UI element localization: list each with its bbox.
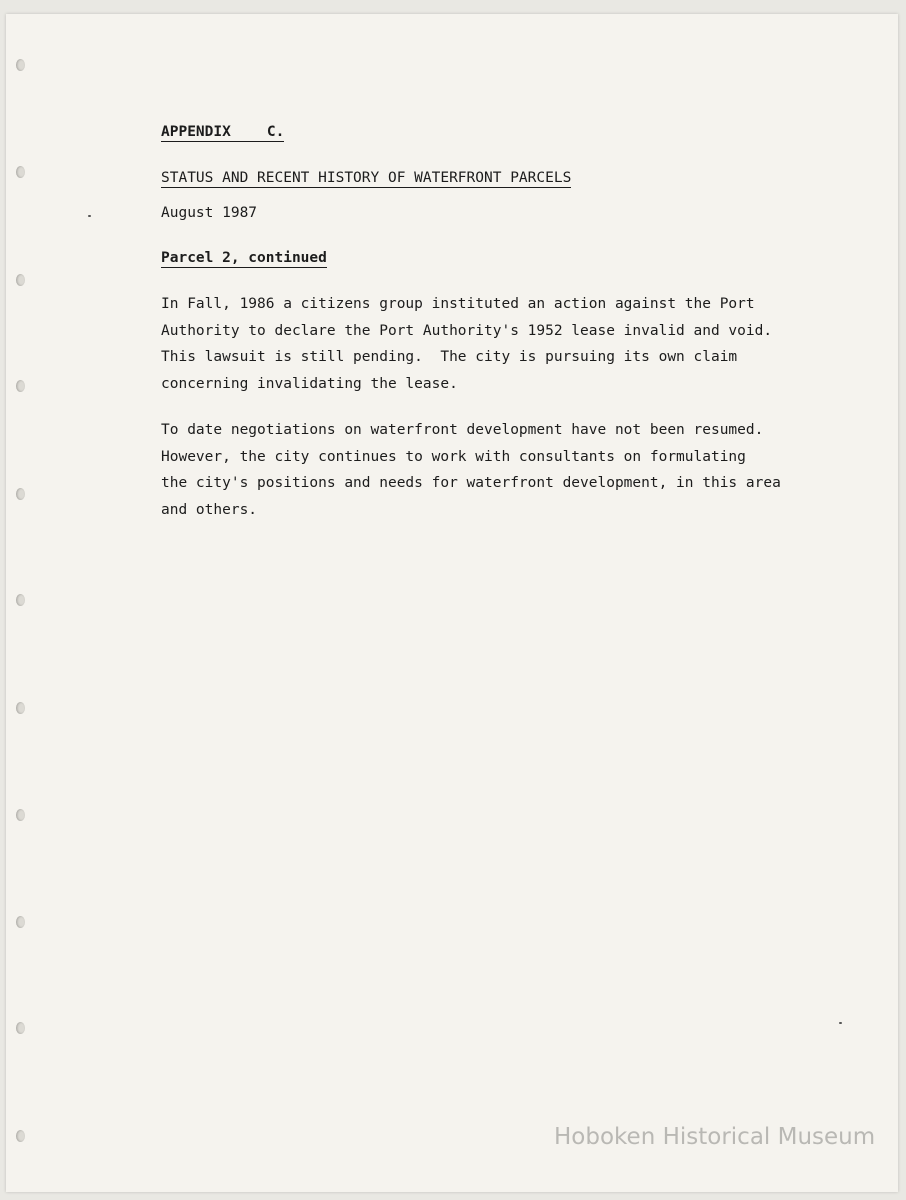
watermark: Hoboken Historical Museum	[554, 1124, 876, 1150]
binder-hole	[16, 809, 25, 821]
binder-hole	[16, 594, 25, 606]
paper-speck	[88, 215, 91, 217]
binder-hole	[16, 1130, 25, 1142]
binder-hole	[16, 380, 25, 392]
paragraph	[161, 417, 841, 523]
appendix-word: APPENDIX	[161, 124, 231, 140]
paragraph-line: Authority to declare the Port Authority's 1952 lease invalid and void.	[161, 322, 773, 339]
paragraph-line: and others.	[161, 501, 258, 518]
document-title: STATUS AND RECENT HISTORY OF WATERFRONT PARCELS	[161, 170, 572, 186]
paragraph-line: concerning invalidating the lease.	[161, 375, 458, 392]
paragraph-line: To date negotiations on waterfront development have not been resumed.	[161, 422, 764, 438]
binder-hole	[16, 59, 25, 71]
paragraph	[161, 291, 841, 397]
paragraph-line: In Fall, 1986 a citizens group instituted an action against the Port	[161, 296, 755, 312]
binder-hole	[16, 916, 25, 928]
section-heading: Parcel 2, continued	[161, 250, 327, 266]
paper-speck	[839, 1022, 842, 1024]
appendix-label	[161, 124, 284, 142]
binder-hole	[16, 488, 25, 500]
paragraph-line: However, the city continues to work with consultants on formulating	[161, 448, 746, 465]
document-date: August 1987	[161, 205, 258, 221]
paragraph-line: This lawsuit is still pending. The city is pursuing its own claim	[161, 349, 738, 365]
paragraph-line: the city's positions and needs for waterfront development, in this area	[161, 475, 781, 491]
appendix-letter: C.	[266, 124, 285, 140]
binder-hole	[16, 702, 25, 714]
binder-hole	[16, 1022, 25, 1034]
document-page	[6, 14, 898, 1192]
binder-hole	[16, 274, 25, 286]
binder-hole	[16, 166, 25, 178]
